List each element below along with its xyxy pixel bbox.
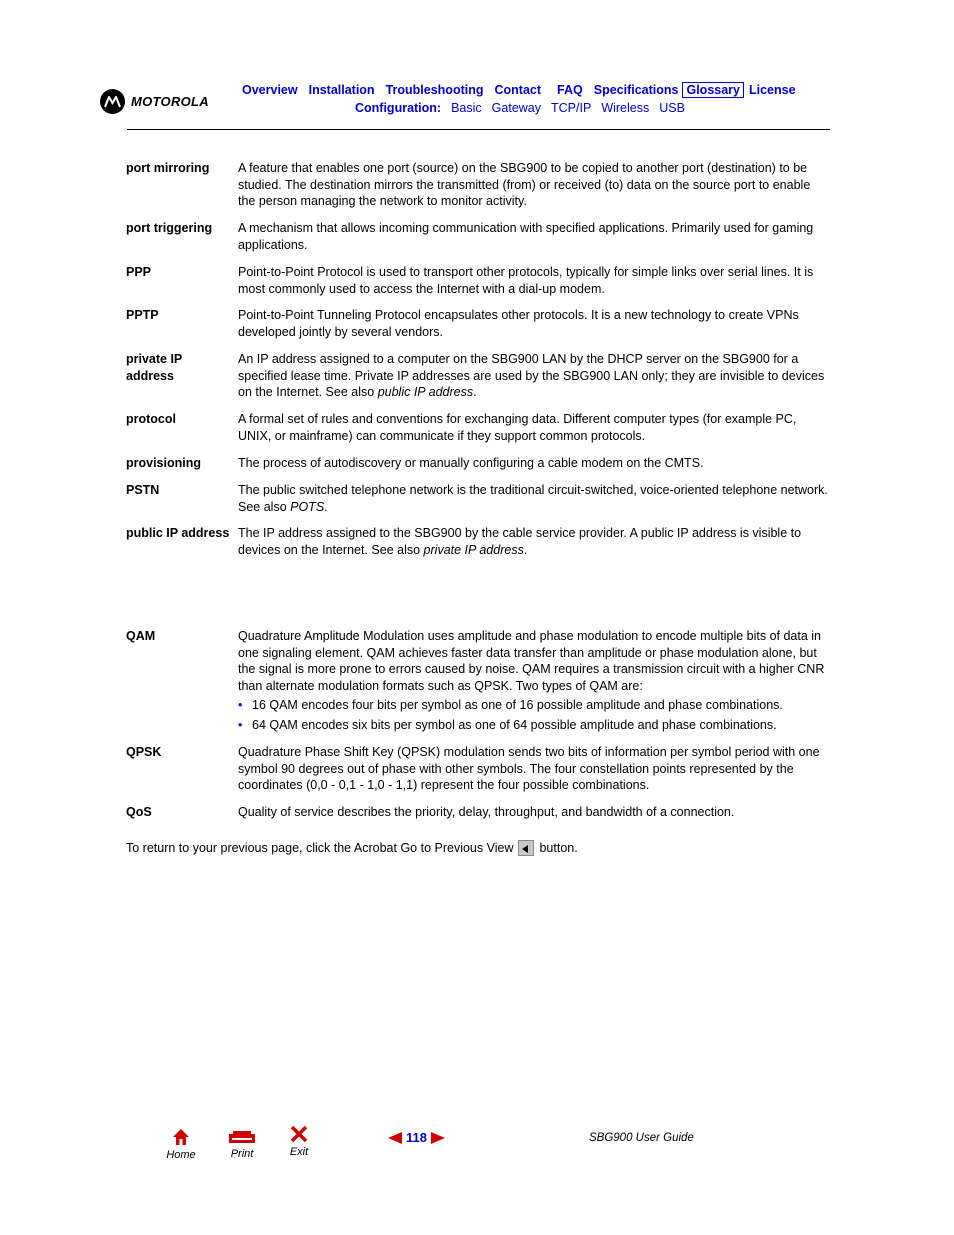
config-nav — [355, 100, 695, 116]
glossary-term: PSTN — [126, 483, 160, 497]
print-button[interactable] — [227, 1131, 257, 1160]
nav-link-installation[interactable]: Installation — [308, 83, 375, 97]
bullet-list — [238, 697, 830, 733]
top-nav — [242, 81, 807, 99]
glossary-definition: Point-to-Point Tunneling Protocol encapsulates other protocols. It is a new technology to create VPNs developed jointly by several vendors. — [238, 308, 799, 339]
previous-page-arrow-icon[interactable] — [388, 1132, 402, 1144]
config-link-tcpip[interactable]: TCP/IP — [551, 101, 592, 115]
definition-end: . — [473, 385, 477, 399]
glossary-definition — [238, 628, 830, 736]
page-navigator — [388, 1130, 445, 1145]
exit-button[interactable] — [287, 1125, 311, 1158]
glossary-term: private IP address — [126, 352, 183, 383]
config-link-wireless[interactable]: Wireless — [601, 101, 650, 115]
cross-reference-link[interactable]: private IP address — [423, 542, 524, 557]
previous-view-icon[interactable] — [518, 840, 534, 856]
list-item: • 16 QAM encodes four bits per symbol as one of 16 possible amplitude and phase combinations. — [238, 697, 830, 714]
exit-label: Exit — [289, 1146, 309, 1158]
motorola-logo — [100, 89, 209, 114]
nav-link-glossary-current[interactable]: Glossary — [682, 82, 744, 98]
definition-text: The IP address assigned to the SBG900 by the cable service provider. A public IP address is visible to devices on the Internet. See also — [238, 526, 802, 557]
glossary-term: PPP — [126, 265, 152, 279]
glossary-term: port triggering — [126, 221, 213, 235]
glossary-definition: A mechanism that allows incoming communication with specified applications. Primarily used for gaming applications. — [238, 221, 814, 252]
cross-reference-link[interactable]: public IP address — [377, 385, 474, 399]
list-item: • 64 QAM encodes six bits per symbol as one of 64 possible amplitude and phase combinations. — [238, 717, 830, 734]
glossary-definition: Point-to-Point Protocol is used to transport other protocols, typically for simple links over serial lines. It is most commonly used to access the Internet with a dial-up modem. — [238, 265, 814, 296]
glossary-definition — [238, 482, 830, 515]
next-page-arrow-icon[interactable] — [431, 1132, 445, 1144]
cross-reference-link[interactable]: POTS — [290, 499, 325, 514]
config-link-basic[interactable]: Basic — [451, 101, 482, 115]
glossary-term: public IP address — [126, 526, 230, 540]
header-divider — [127, 129, 830, 130]
glossary-definition: The process of autodiscovery or manually configuring a cable modem on the CMTS. — [238, 456, 704, 470]
home-icon — [172, 1128, 190, 1146]
definition-text: Quadrature Amplitude Modulation uses amplitude and phase modulation to encode multiple bits of data in one signaling element. QAM achieves faster data transfer than amplitude or phase modulation alone, but the signal is more prone to errors caused by noise. QAM requires a transmission circuit with a higher CNR than alternate modulation formats such as QPSK. Two types of QAM are: — [238, 629, 825, 693]
nav-link-specifications[interactable]: Specifications — [593, 83, 679, 97]
nav-link-faq[interactable]: FAQ — [557, 83, 583, 97]
return-text-end: button. — [539, 841, 578, 855]
glossary-term: port mirroring — [126, 161, 210, 175]
config-link-gateway[interactable]: Gateway — [491, 101, 542, 115]
glossary-term: PPTP — [126, 308, 159, 322]
glossary-term: QoS — [126, 805, 152, 819]
glossary-term: QAM — [126, 629, 156, 643]
glossary-definition — [238, 525, 830, 558]
document-title: SBG900 User Guide — [589, 1132, 694, 1144]
nav-link-contact[interactable]: Contact — [494, 83, 542, 97]
glossary-term: protocol — [126, 412, 176, 426]
nav-link-troubleshooting[interactable]: Troubleshooting — [385, 83, 484, 97]
brand-name: MOTOROLA — [131, 94, 209, 109]
home-button[interactable] — [165, 1128, 197, 1161]
definition-end: . — [324, 499, 328, 514]
home-label: Home — [166, 1149, 196, 1161]
return-instructions — [126, 840, 578, 856]
nav-link-license[interactable]: License — [749, 83, 796, 97]
config-link-usb[interactable]: USB — [659, 101, 685, 115]
page-number: 118 — [406, 1130, 427, 1145]
glossary-definition: A formal set of rules and conventions for exchanging data. Different computer types (for example PC, UNIX, or mainframe) can communicate if they support common protocols. — [238, 412, 797, 443]
glossary-definition: Quadrature Phase Shift Key (QPSK) modulation sends two bits of information per symbol period with one symbol 90 degrees out of phase with other symbols. The four constellation points represented by the coordinates (0,0 - 0,1 - 1,0 - 1,1) represent the four possible combinations. — [238, 745, 820, 792]
definition-text: An IP address assigned to a computer on the SBG900 LAN by the DHCP server on the SBG900 for a specified lease time. Private IP addresses are used by the SBG900 LAN only; they are invisible to devices on the Internet. See also — [238, 352, 825, 399]
definition-end: . — [523, 542, 528, 557]
definition-text: The public switched telephone network is the traditional circuit-switched, voice-oriented telephone network. See also — [238, 483, 828, 514]
printer-icon — [228, 1131, 256, 1145]
glossary-term: QPSK — [126, 745, 162, 759]
nav-link-overview[interactable]: Overview — [242, 83, 298, 97]
motorola-emblem-icon — [100, 89, 125, 114]
return-text: To return to your previous page, click the Acrobat Go to Previous View — [126, 841, 514, 855]
glossary-definition: Quality of service describes the priority, delay, throughput, and bandwidth of a connection. — [238, 805, 735, 819]
config-label: Configuration: — [355, 101, 442, 115]
glossary-definition — [238, 351, 830, 401]
exit-x-icon — [290, 1125, 308, 1143]
glossary-term: provisioning — [126, 456, 201, 470]
glossary-definition: A feature that enables one port (source) on the SBG900 to be copied to another port (destination) to be studied. The destination mirrors the transmitted (from) or received (to) data on the source port to enable the person managing the network to monitor activity. — [238, 161, 811, 208]
print-label: Print — [230, 1148, 254, 1160]
